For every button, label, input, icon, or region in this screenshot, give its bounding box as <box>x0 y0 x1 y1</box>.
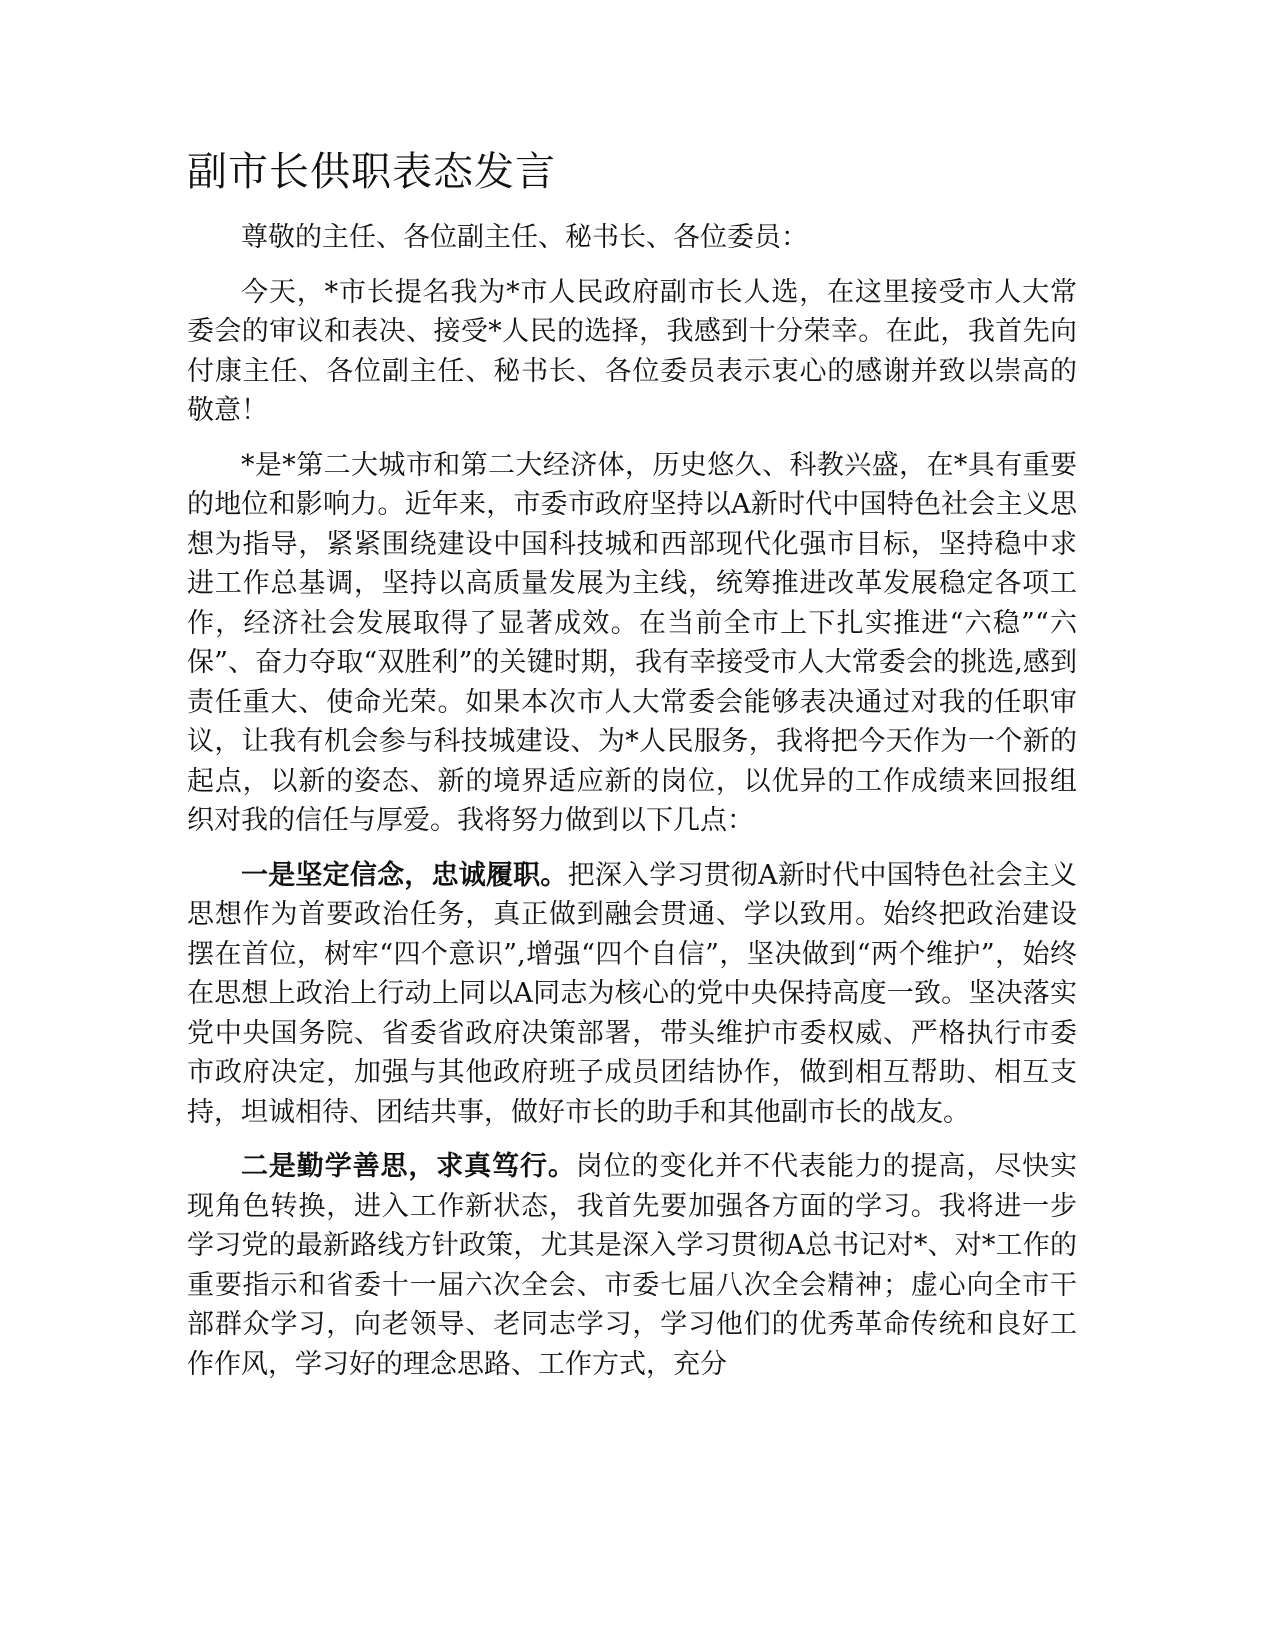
paragraph-point-one <box>187 856 1077 1133</box>
paragraph-text: 岗位的变化并不代表能力的提高，尽快实现角色转换，进入工作新状态，我首先要加强各方面的学习。我将进一步学习党的最新路线方针政策，尤其是深入学习贯彻A总书记对*、对*工作的重要指示和省委十一届六次全会、市委七届八次全会精神；虚心向全市干部群众学习，向老领导、老同志学习，学习他们的优秀革命传统和良好工作作风，学习好的理念思路、工作方式，充分 <box>187 1151 1078 1380</box>
paragraph-lead: 一是坚定信念，忠诚履职。 <box>241 859 568 891</box>
document-body <box>187 148 1077 1399</box>
paragraph-city-overview <box>187 446 1077 841</box>
document-title: 副市长供职表态发言 <box>187 149 556 195</box>
paragraph-text: *是*第二大城市和第二大经济体，历史悠久、科教兴盛，在*具有重要的地位和影响力。近年来，市委市政府坚持以A新时代中国特色社会主义思想为指导，紧紧围绕建设中国科技城和西部现代化强市目标，坚持稳中求进工作总基调，坚持以高质量发展为主线，统筹推进改革发展稳定各项工作，经济社会发展取得了显著成效。在当前全市上下扎实推进“六稳”“六保”、奋力夺取“双胜利”的关键时期，我有幸接受市人大常委会的挑选,感到责任重大、使命光荣。如果本次市人大常委会能够表决通过对我的任职审议，让我有机会参与科技城建设、为*人民服务，我将把今天作为一个新的起点，以新的姿态、新的境界适应新的岗位，以优异的工作成绩来回报组织对我的信任与厚爱。我将努力做到以下几点： <box>187 449 1077 836</box>
paragraph-point-two <box>187 1147 1077 1384</box>
paragraph-text: 把深入学习贯彻A新时代中国特色社会主义思想作为首要政治任务，真正做到融会贯通、学以致用。始终把政治建设摆在首位，树牢“四个意识”,增强“四个自信”，坚决做到“两个维护”，始终在思想上政治上行动上同以A同志为核心的党中央保持高度一致。坚决落实党中央国务院、省委省政府决策部署，带头维护市委权威、严格执行市委市政府决定，加强与其他政府班子成员团结协作，做到相互帮助、相互支持，坦诚相待、团结共事，做好市长的助手和其他副市长的战友。 <box>187 859 1078 1128</box>
salutation: 尊敬的主任、各位副主任、秘书长、各位委员： <box>241 222 808 253</box>
paragraph-lead: 二是勤学善思，求真笃行。 <box>241 1151 576 1182</box>
paragraph-opening <box>187 273 1077 431</box>
paragraph-text: 今天，*市长提名我为*市人民政府副市长人选，在这里接受市人大常委会的审议和表决、接受*人民的选择，我感到十分荣幸。在此，我首先向付康主任、各位副主任、秘书长、各位委员表示衷心的感谢并致以崇高的敬意！ <box>187 276 1077 426</box>
